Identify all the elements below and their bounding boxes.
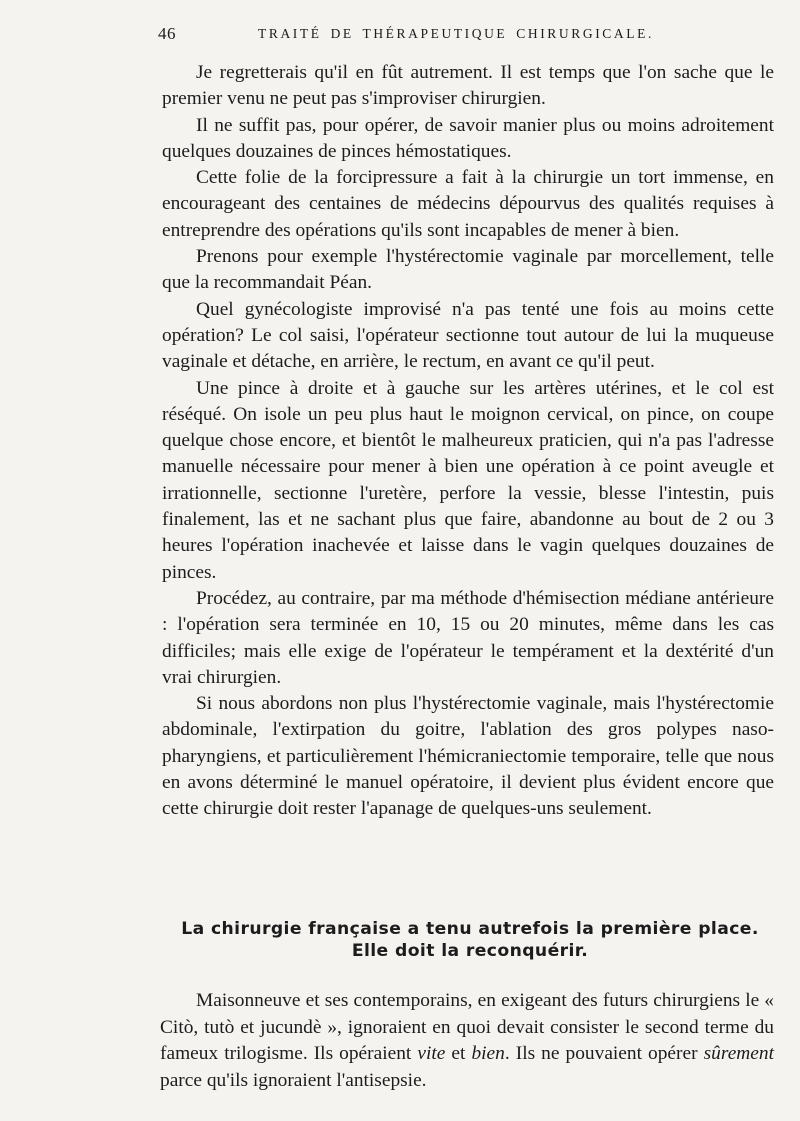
emphasis: bien bbox=[471, 1043, 505, 1064]
paragraph: Une pince à droite et à gauche sur les artères utérines, et le col est réséqué. On isole un peu plus haut le moignon cervical, on pince, on coupe quelque chose encore, et bientôt le malheureux praticien, qui n'a pas l'adresse manuelle nécessaire pour mener à bien une opération à ce point aveugle et irrationnelle, sectionne l'uretère, perfore la vessie, blesse l'intestin, puis finalement, las et ne sachant plus que faire, abandonne au bout de 2 ou 3 heures l'opération inachevée et laisse dans le vagin quelques douzaines de pinces. bbox=[162, 377, 774, 583]
paragraph: Si nous abordons non plus l'hystérectomie vaginale, mais l'hystérectomie abdominale, l'extirpation du goitre, l'ablation des gros polypes naso-pharyngiens, et particulièrement l'hémicraniectomie temporaire, telle que nous en avons déterminé le manuel opératoire, il devient plus évident encore que cette chirurgie doit rester l'apanage de quelques-uns seulement. bbox=[162, 693, 774, 820]
paragraph: Prenons pour exemple l'hystérectomie vaginale par morcellement, telle que la recommandait Péan. bbox=[162, 246, 774, 294]
main-text bbox=[162, 60, 774, 823]
paragraph: Cette folie de la forcipressure a fait à la chirurgie un tort immense, en encourageant des centaines de médecins dépourvus des qualités requises à entreprendre des opérations qu'ils sont incapables de mener à bien. bbox=[162, 167, 774, 241]
paragraph: Je regretterais qu'il en fût autrement. Il est temps que l'on sache que le premier venu ne peut pas s'improviser chirurgien. bbox=[162, 62, 774, 110]
running-header bbox=[158, 24, 700, 46]
text-run: Maisonneuve et ses contemporains, en exigeant des futurs chirurgiens le « Citò, tutò et jucundè », ignoraient en quoi devait consister le second terme du fameux trilogisme. Ils opéraient bbox=[160, 990, 774, 1064]
text-run: . Ils ne pouvaient opérer bbox=[504, 1043, 704, 1064]
paragraph bbox=[160, 988, 774, 1094]
text-run: et bbox=[445, 1043, 472, 1064]
section-heading-line: Elle doit la reconquérir. bbox=[351, 941, 589, 961]
emphasis: sûrement bbox=[703, 1043, 774, 1064]
page-number: 46 bbox=[158, 24, 176, 43]
section-heading-line: La chirurgie française a tenu autrefois la première place. bbox=[181, 919, 759, 939]
paragraph: Procédez, au contraire, par ma méthode d'hémisection médiane antérieure : l'opération sera terminée en 10, 15 ou 20 minutes, même dans les cas difficiles; mais elle exige de l'opérateur le tempérament et la dextérité d'un vrai chirurgien. bbox=[162, 587, 774, 688]
running-title: TRAITÉ DE THÉRAPEUTIQUE CHIRURGICALE. bbox=[258, 26, 654, 41]
text-run: parce qu'ils ignoraient l'antisepsie. bbox=[160, 1069, 427, 1091]
section-heading bbox=[160, 918, 780, 962]
paragraph: Quel gynécologiste improvisé n'a pas tenté une fois au moins cette opération? Le col saisi, l'opérateur sectionne tout autour de lui la muqueuse vaginale et détache, en arrière, le rectum, en avant ce qu'il peut. bbox=[162, 298, 774, 373]
section-text bbox=[160, 988, 774, 1094]
emphasis: vite bbox=[417, 1043, 446, 1064]
paragraph: Il ne suffit pas, pour opérer, de savoir manier plus ou moins adroitement quelques douzaines de pinces hémostatiques. bbox=[162, 114, 774, 162]
